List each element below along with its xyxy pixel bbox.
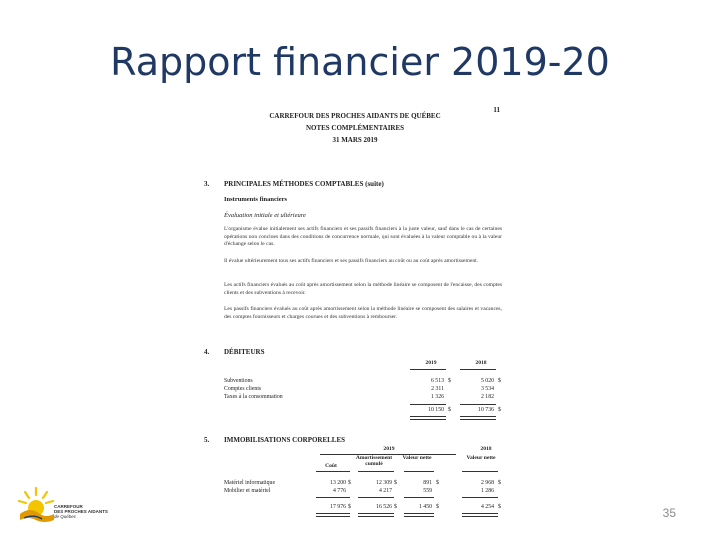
value-amort: 4 217 xyxy=(378,488,392,494)
total-net-2018: 4 254 xyxy=(480,504,494,510)
logo-text xyxy=(54,504,108,519)
currency: $ xyxy=(436,504,439,510)
section3-paragraph-1: L'organisme évalue initialement ses actifs financiers et ses passifs financiers à la juste valeur, sauf dans le cas de certaines opérations non conclues dans des conditions de concurrence normale, qui sont évaluées à la valeur comptable ou à la valeur d'échange selon le cas. xyxy=(224,226,502,247)
table-total-row xyxy=(224,504,506,512)
currency: $ xyxy=(448,407,451,413)
assets-col-net-2018: Valeur nette xyxy=(466,455,496,461)
value-2019: 2 311 xyxy=(431,386,444,392)
value-net-2018: 1 286 xyxy=(480,488,494,494)
section3-title: PRINCIPALES MÉTHODES COMPTABLES (suite) xyxy=(224,180,384,188)
assets-col-cost: Coût xyxy=(325,463,337,469)
currency: $ xyxy=(348,480,351,486)
row-label: Matériel informatique xyxy=(224,480,276,486)
row-label: Comptes clients xyxy=(224,386,262,392)
debtors-col-2019: 2019 xyxy=(425,360,437,366)
total-2018: 10 736 xyxy=(478,407,494,413)
value-cost: 13 200 xyxy=(330,480,346,486)
doc-title: NOTES COMPLÉMENTAIRES xyxy=(305,124,405,132)
row-label: Taxes à la consommation xyxy=(224,394,283,400)
section3-paragraph-4: Les passifs financiers évalués au coût après amortissement selon la méthode linéaire se composent des salaires et vacances, des comptes fournisseurs et charges courues et des subventions à rembourser. xyxy=(224,306,502,320)
currency: $ xyxy=(394,504,397,510)
value-2018: 2 182 xyxy=(480,394,494,400)
currency: $ xyxy=(498,504,501,510)
total-net: 1 450 xyxy=(418,504,432,510)
org-name: CARREFOUR DES PROCHES AIDANTS DE QUÉBEC xyxy=(269,112,441,120)
section5-number: 5. xyxy=(204,436,210,444)
total-amort: 16 526 xyxy=(376,504,392,510)
scanned-document xyxy=(200,100,510,520)
doc-date: 31 MARS 2019 xyxy=(332,136,378,144)
logo-line-1: CARREFOUR xyxy=(54,504,83,509)
document-page-number: 11 xyxy=(493,106,500,114)
organization-logo xyxy=(16,484,126,526)
slide-number: 35 xyxy=(662,506,676,520)
value-cost: 4 776 xyxy=(332,488,346,494)
section3-number: 3. xyxy=(204,180,210,188)
value-net: 559 xyxy=(423,488,432,494)
value-net: 891 xyxy=(423,480,432,486)
table-total-row xyxy=(224,407,506,415)
section3-subtitle: Instruments financiers xyxy=(224,196,288,203)
assets-year-2018: 2018 xyxy=(480,446,492,452)
assets-col-amort: Amortissement cumulé xyxy=(355,455,393,467)
currency: $ xyxy=(498,480,501,486)
currency: $ xyxy=(436,480,439,486)
total-2019: 10 150 xyxy=(428,407,444,413)
value-amort: 12 309 xyxy=(376,480,392,486)
logo-line-3: de Québec xyxy=(54,514,77,519)
value-2019: 6 513 xyxy=(430,378,444,384)
value-2018: 3 534 xyxy=(480,386,494,392)
table-row xyxy=(224,394,506,402)
currency: $ xyxy=(394,480,397,486)
section5-title: IMMOBILISATIONS CORPORELLES xyxy=(224,436,346,444)
slide-title: Rapport financier 2019-20 xyxy=(110,40,610,84)
value-net-2018: 2 968 xyxy=(480,480,494,486)
currency: $ xyxy=(498,378,501,384)
assets-col-net: Valeur nette xyxy=(402,455,432,461)
table-row xyxy=(224,488,506,496)
section3-paragraph-3: Les actifs financiers évalués au coût après amortissement selon la méthode linéaire se composent de l'encaisse, des comptes clients et des subventions à recevoir. xyxy=(224,282,502,296)
row-label: Subventions xyxy=(224,378,253,384)
currency: $ xyxy=(348,504,351,510)
logo-line-2: DES PROCHES AIDANTS xyxy=(54,509,108,514)
currency: $ xyxy=(448,378,451,384)
value-2019: 1 326 xyxy=(430,394,444,400)
section4-title: DÉBITEURS xyxy=(224,348,265,356)
currency: $ xyxy=(498,407,501,413)
section4-number: 4. xyxy=(204,348,210,356)
section3-paragraph-2: Il évalue ultérieurement tous ses actifs financiers et ses passifs financiers au coût ou au coût après amortissement. xyxy=(224,258,479,264)
sun-logo-icon xyxy=(16,484,56,526)
debtors-col-2018: 2018 xyxy=(475,360,487,366)
row-label: Mobilier et matériel xyxy=(224,488,271,494)
section3-italic-heading: Évaluation initiale et ultérieure xyxy=(224,212,306,219)
total-cost: 17 976 xyxy=(330,504,346,510)
table-row xyxy=(224,378,506,386)
value-2018: 5 020 xyxy=(480,378,494,384)
table-row xyxy=(224,480,506,488)
table-row xyxy=(224,386,506,394)
assets-year-2019: 2019 xyxy=(383,446,395,452)
